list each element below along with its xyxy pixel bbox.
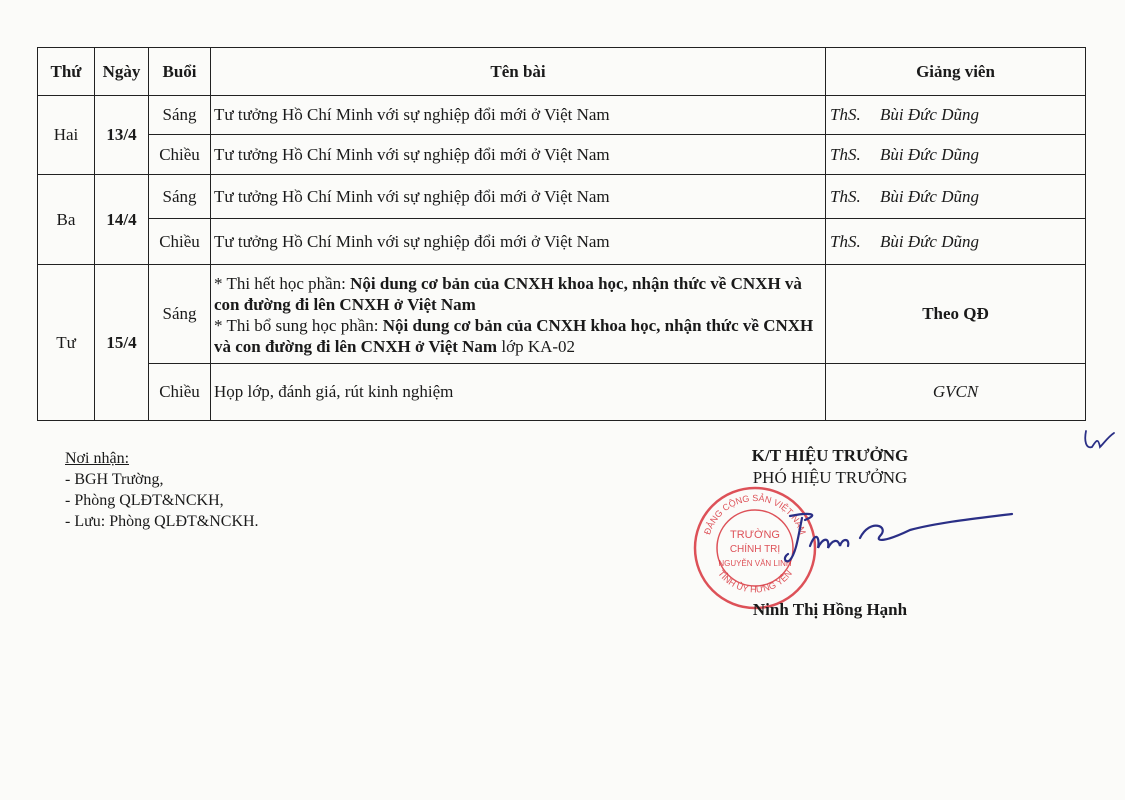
day-cell: Tư xyxy=(38,265,95,421)
date-cell: 15/4 xyxy=(95,265,149,421)
recipient-item: - Phòng QLĐT&NCKH, xyxy=(65,492,224,509)
recipients-heading: Nơi nhận: xyxy=(65,450,130,467)
lecturer-cell xyxy=(826,175,1086,219)
signer-name: Ninh Thị Hồng Hạnh xyxy=(752,600,908,619)
day-cell: Ba xyxy=(38,175,95,265)
svg-text:TỈNH ỦY HƯNG YÊN: TỈNH ỦY HƯNG YÊN xyxy=(716,568,794,595)
table-header-row xyxy=(38,48,1086,96)
header-ngay: Ngày xyxy=(95,48,149,96)
day-cell: Hai xyxy=(38,96,95,175)
session-cell: Chiều xyxy=(149,364,211,421)
exam-supp-subject: Nội dung cơ bản của CNXH khoa học, nhận thức về CNXH và con đường đi lên CNXH ở Việt Nam xyxy=(214,316,814,356)
table-row xyxy=(38,135,1086,175)
exam-final-prefix: * Thi hết học phần: xyxy=(214,274,351,293)
handwritten-mark xyxy=(1080,427,1120,457)
topic-cell: Tư tưởng Hồ Chí Minh với sự nghiệp đổi mới ở Việt Nam xyxy=(211,219,826,265)
exam-topic-cell xyxy=(211,265,826,364)
lecturer-name: Bùi Đức Dũng xyxy=(880,144,979,164)
lecturer-name: Bùi Đức Dũng xyxy=(880,186,979,206)
session-cell: Sáng xyxy=(149,265,211,364)
exam-final-subject: Nội dung cơ bản của CNXH khoa học, nhận thức về CNXH và con đường đi lên CNXH ở Việt Nam xyxy=(214,274,802,314)
header-giang-vien: Giảng viên xyxy=(826,48,1086,96)
lecturer-cell: GVCN xyxy=(826,364,1086,421)
recipient-item: - BGH Trường, xyxy=(65,471,164,488)
lecturer-title: ThS. xyxy=(830,231,861,251)
table-row xyxy=(38,96,1086,135)
lecturer-cell xyxy=(826,135,1086,175)
topic-cell: Tư tưởng Hồ Chí Minh với sự nghiệp đổi mới ở Việt Nam xyxy=(211,96,826,135)
recipients-block xyxy=(65,448,259,532)
svg-text:TRƯỜNG: TRƯỜNG xyxy=(730,529,780,541)
exam-supp-class: lớp KA-02 xyxy=(497,337,576,356)
topic-cell: Tư tưởng Hồ Chí Minh với sự nghiệp đổi mới ở Việt Nam xyxy=(211,135,826,175)
exam-supp-prefix: * Thi bổ sung học phần: xyxy=(214,316,383,335)
session-cell: Sáng xyxy=(149,175,211,219)
table-row xyxy=(38,175,1086,219)
session-cell: Chiều xyxy=(149,219,211,265)
topic-cell: Tư tưởng Hồ Chí Minh với sự nghiệp đổi mới ở Việt Nam xyxy=(211,175,826,219)
handwritten-signature xyxy=(780,508,1020,568)
lecturer-cell: Theo QĐ xyxy=(826,265,1086,364)
signature-subtitle: PHÓ HIỆU TRƯỞNG xyxy=(752,468,908,487)
header-ten-bai: Tên bài xyxy=(211,48,826,96)
lecturer-title: ThS. xyxy=(830,186,861,206)
table-row xyxy=(38,265,1086,364)
signature-title: K/T HIỆU TRƯỞNG xyxy=(751,446,909,465)
lecturer-name: Bùi Đức Dũng xyxy=(880,105,979,124)
table-row xyxy=(38,364,1086,421)
exam-line-supplementary xyxy=(214,315,821,357)
session-cell: Chiều xyxy=(149,135,211,175)
date-cell: 14/4 xyxy=(95,175,149,265)
svg-text:NGUYỄN VĂN LINH: NGUYỄN VĂN LINH xyxy=(718,559,792,568)
schedule-table xyxy=(37,47,1086,421)
exam-line-final xyxy=(214,273,821,315)
lecturer-cell xyxy=(826,96,1086,135)
svg-text:ĐẢNG CỘNG SẢN VIỆT NAM: ĐẢNG CỘNG SẢN VIỆT NAM xyxy=(702,492,808,536)
svg-text:CHÍNH TRỊ: CHÍNH TRỊ xyxy=(729,544,781,555)
lecturer-title: ThS. xyxy=(830,105,861,124)
date-cell: 13/4 xyxy=(95,96,149,175)
table-row xyxy=(38,219,1086,265)
session-cell: Sáng xyxy=(149,96,211,135)
lecturer-title: ThS. xyxy=(830,144,861,164)
recipient-item: - Lưu: Phòng QLĐT&NCKH. xyxy=(65,513,259,530)
lecturer-cell xyxy=(826,219,1086,265)
header-buoi: Buổi xyxy=(149,48,211,96)
lecturer-name: Bùi Đức Dũng xyxy=(880,231,979,251)
topic-cell: Họp lớp, đánh giá, rút kinh nghiệm xyxy=(211,364,826,421)
header-thu: Thứ xyxy=(38,48,95,96)
